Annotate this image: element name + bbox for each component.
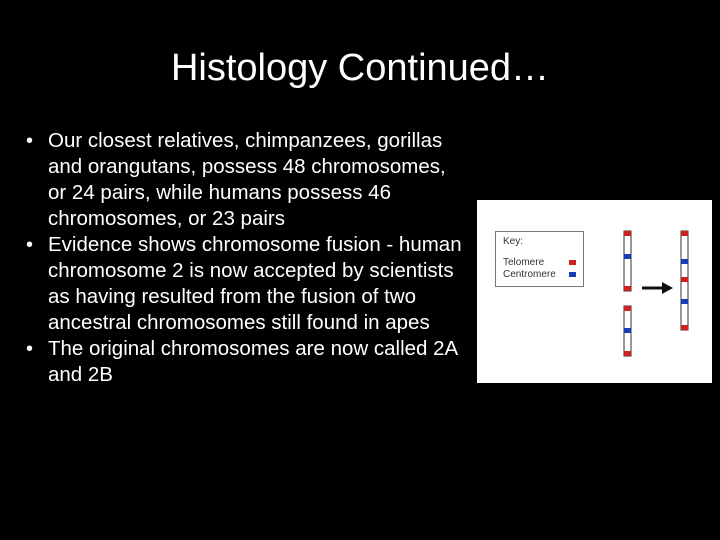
telomere-mark: [681, 277, 688, 282]
bullet-text: Evidence shows chromosome fusion - human chromosome 2 is now accepted by scientists as having resulted from the fusion of two ancestral chromosomes still found in apes: [48, 233, 462, 334]
bullet-text: Our closest relatives, chimpanzees, gorillas and orangutans, possess 48 chromosomes, or 24 pairs, while humans possess 46 chromosomes, or 23 pairs: [48, 129, 446, 230]
bullet-marker: •: [26, 130, 34, 152]
telomere-mark: [624, 231, 631, 236]
bullet-marker: •: [26, 338, 34, 360]
telomere-mark: [624, 351, 631, 356]
centromere-mark: [681, 299, 688, 304]
bullet-item: [24, 232, 469, 336]
centromere-mark: [624, 254, 631, 259]
telomere-mark: [681, 325, 688, 330]
bullet-text: The original chromosomes are now called 2A and 2B: [48, 337, 458, 386]
bullet-item: [24, 336, 469, 388]
legend-label: Centromere: [503, 269, 556, 280]
chromosome-fusion-figure: [477, 200, 712, 383]
legend-item-centromere: [503, 268, 556, 281]
centromere-mark: [681, 259, 688, 264]
chromosome-diagram: [477, 200, 712, 383]
telomere-swatch: [569, 260, 576, 265]
telomere-mark: [681, 231, 688, 236]
centromere-swatch: [569, 272, 576, 277]
slide-title: Histology Continued…: [170, 47, 550, 89]
bullet-item: [24, 128, 469, 232]
telomere-mark: [624, 306, 631, 311]
legend-title: Key:: [503, 236, 524, 247]
bullet-list: [24, 128, 469, 388]
bullet-marker: •: [26, 234, 34, 256]
legend-key: [495, 231, 584, 287]
legend-label: Telomere: [503, 257, 545, 268]
ancestral-chromosome-2a: [624, 231, 631, 291]
telomere-mark: [624, 286, 631, 291]
fusion-arrow-head: [662, 282, 673, 294]
centromere-mark: [624, 328, 631, 333]
